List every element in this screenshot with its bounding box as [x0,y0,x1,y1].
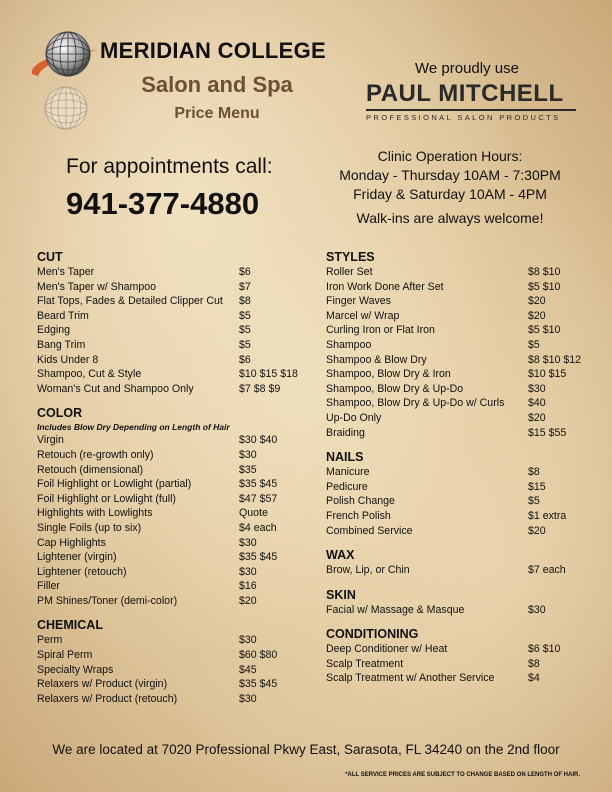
service-name: Facial w/ Massage & Masque [326,603,465,616]
service-row [326,563,596,578]
service-name: Woman's Cut and Shampoo Only [37,382,194,395]
globe-icon [28,22,108,134]
service-price: $1 extra [528,509,567,522]
service-price: $5 $10 [528,280,561,293]
service-row [37,692,312,707]
service-price: $15 [528,480,546,493]
service-row [326,367,596,382]
service-row [37,633,312,648]
service-name: Flat Tops, Fades & Detailed Clipper Cut [37,295,223,308]
service-name: Shampoo, Cut & Style [37,368,142,381]
service-row [37,579,312,594]
service-name: Relaxers w/ Product (retouch) [37,692,178,705]
section-title: WAX [326,548,355,563]
service-name: Shampoo [326,338,372,351]
service-name: Specialty Wraps [37,663,114,676]
service-price: $10 $15 $18 [239,368,298,381]
service-price: $30 [239,565,257,578]
item-list [326,642,596,686]
service-name: Spiral Perm [37,649,93,662]
phone-number: 941-377-4880 [66,186,260,221]
service-row [326,494,596,509]
service-name: Marcel w/ Wrap [326,309,400,322]
service-row [37,677,312,692]
service-row [326,465,596,480]
section-title: SKIN [326,587,356,602]
service-row [326,294,596,309]
service-row [37,323,312,338]
service-name: Scalp Treatment [326,657,404,670]
service-row [37,536,312,551]
service-row [37,294,312,309]
hours-title: Clinic Operation Hours: [377,148,523,164]
service-name: Perm [37,634,63,647]
service-price: $30 [239,634,257,647]
service-row [37,338,312,353]
service-row [37,663,312,678]
service-row [326,411,596,426]
service-row [37,594,312,609]
service-price: $30 [239,692,257,705]
service-price: $30 [528,603,546,616]
item-list [37,433,312,608]
salon-title: Salon and Spa [141,72,293,97]
service-row [326,480,596,495]
operation-hours [330,147,570,204]
service-row [37,433,312,448]
service-name: Shampoo & Blow Dry [326,353,427,366]
service-price: $8 [239,295,251,308]
item-list [326,465,596,538]
menu-column-right [326,250,596,696]
service-price: $5 [239,338,251,351]
service-name: Lightener (virgin) [37,551,117,564]
service-price: $30 [528,382,546,395]
service-row [326,426,596,441]
section-skin [326,588,596,618]
service-row [326,280,596,295]
service-name: Bang Trim [37,338,86,351]
hours-weekend: Friday & Saturday 10AM - 4PM [353,186,547,202]
service-price: $10 $15 [528,368,567,381]
service-name: Scalp Treatment w/ Another Service [326,672,495,685]
service-row [326,657,596,672]
service-price: $20 [528,411,546,424]
service-row [326,309,596,324]
item-list [326,265,596,440]
service-row [37,309,312,324]
service-price: $16 [239,580,257,593]
service-name: Lightener (retouch) [37,565,127,578]
brand-logo [366,80,576,122]
menu-column-left [37,250,312,716]
service-price: $7 $8 $9 [239,382,281,395]
service-price: $60 $80 [239,649,278,662]
service-name: Finger Waves [326,295,391,308]
service-row [326,382,596,397]
service-row [326,524,596,539]
section-title: CHEMICAL [37,618,103,633]
service-name: Iron Work Done After Set [326,280,444,293]
service-price: $45 [239,663,257,676]
item-list [37,633,312,706]
service-name: Relaxers w/ Product (virgin) [37,678,168,691]
section-color [37,406,312,608]
section-chemical [37,618,312,706]
service-name: Polish Change [326,495,395,508]
service-price: $5 [528,338,540,351]
section-title: COLOR [37,406,83,421]
service-row [326,338,596,353]
service-name: PM Shines/Toner (demi-color) [37,594,178,607]
section-cut [37,250,312,396]
service-row [37,353,312,368]
section-styles [326,250,596,440]
service-name: Highlights with Lowlights [37,507,153,520]
section-nails [326,450,596,538]
service-name: Pedicure [326,480,368,493]
service-row [37,367,312,382]
service-price: $5 [239,309,251,322]
college-logo [28,22,108,134]
proudly-use-text: We proudly use [415,60,519,77]
service-name: Shampoo, Blow Dry & Iron [326,368,451,381]
service-price: $5 $10 [528,324,561,337]
service-name: Foil Highlight or Lowlight (full) [37,492,176,505]
service-price: $8 $10 $12 [528,353,582,366]
service-row [37,648,312,663]
service-name: Edging [37,324,70,337]
service-name: Single Foils (up to six) [37,521,142,534]
college-name: MERIDIAN COLLEGE [100,38,327,63]
service-price: $8 [528,466,540,479]
item-list [326,563,596,578]
hours-weekday: Monday - Thursday 10AM - 7:30PM [339,167,561,183]
service-name: Curling Iron or Flat Iron [326,324,435,337]
service-row [326,353,596,368]
service-row [37,477,312,492]
section-title: CUT [37,250,63,264]
service-price: $20 [528,524,546,537]
section-conditioning [326,627,596,686]
service-row [37,463,312,478]
item-list [326,603,596,618]
service-price: $20 [528,295,546,308]
service-name: French Polish [326,509,391,522]
service-name: Beard Trim [37,309,89,322]
service-price: $4 [528,672,540,685]
service-row [37,382,312,397]
appointments-label: For appointments call: [66,155,273,178]
service-row [326,671,596,686]
service-row [37,506,312,521]
service-name: Shampoo, Blow Dry & Up-Do w/ Curls [326,397,505,410]
service-price: $7 each [528,564,566,577]
service-row [37,280,312,295]
service-row [37,550,312,565]
service-price: $35 $45 [239,551,278,564]
brand-subtitle: PROFESSIONAL SALON PRODUCTS [366,113,561,122]
service-name: Up-Do Only [326,411,382,424]
service-price: $5 [239,324,251,337]
service-price: $6 [239,266,251,278]
service-row [37,265,312,280]
service-price: Quote [239,507,268,520]
service-price: $30 [239,448,257,461]
service-name: Manicure [326,466,370,479]
service-name: Retouch (dimensional) [37,463,143,476]
service-price: $8 $10 [528,266,561,278]
section-title: STYLES [326,250,375,264]
service-row [326,396,596,411]
service-row [326,642,596,657]
walkins-text: Walk-ins are always welcome! [356,210,544,226]
service-price: $5 [528,495,540,508]
item-list [37,265,312,396]
service-row [326,323,596,338]
service-price: $8 [528,657,540,670]
section-title: CONDITIONING [326,627,419,642]
service-price: $30 $40 [239,434,278,447]
service-price: $47 $57 [239,492,278,505]
service-price: $7 [239,280,251,293]
service-price: $20 [528,309,546,322]
service-row [326,509,596,524]
service-name: Retouch (re-growth only) [37,448,154,461]
section-wax [326,548,596,578]
section-note: Includes Blow Dry Depending on Length of Hair [37,422,230,433]
service-row [37,492,312,507]
service-price: $6 [239,353,251,366]
service-name: Brow, Lip, or Chin [326,564,410,577]
service-row [37,448,312,463]
service-row [37,565,312,580]
service-row [326,265,596,280]
service-name: Braiding [326,426,365,439]
service-name: Virgin [37,434,64,447]
service-row [326,603,596,618]
service-name: Men's Taper w/ Shampoo [37,280,157,293]
service-price: $35 $45 [239,678,278,691]
section-title: NAILS [326,450,364,465]
service-price: $40 [528,397,546,410]
service-price: $4 each [239,521,277,534]
service-name: Kids Under 8 [37,353,99,366]
service-name: Roller Set [326,266,373,278]
service-price: $35 [239,463,257,476]
service-name: Foil Highlight or Lowlight (partial) [37,478,192,491]
price-disclaimer: *ALL SERVICE PRICES ARE SUBJECT TO CHANGE BASED ON LENGTH OF HAIR. [345,772,580,778]
brand-name: PAUL MITCHELL [366,80,576,111]
service-price: $15 $55 [528,426,567,439]
service-name: Deep Conditioner w/ Heat [326,643,448,656]
service-name: Shampoo, Blow Dry & Up-Do [326,382,464,395]
service-name: Combined Service [326,524,413,537]
location-address: We are located at 7020 Professional Pkwy East, Sarasota, FL 34240 on the 2nd floor [52,742,560,757]
service-price: $30 [239,536,257,549]
service-price: $35 $45 [239,478,278,491]
service-row [37,521,312,536]
service-name: Cap Highlights [37,536,106,549]
service-name: Men's Taper [37,266,95,278]
service-price: $6 $10 [528,643,561,656]
menu-title: Price Menu [174,105,260,122]
service-name: Filler [37,580,60,593]
service-price: $20 [239,594,257,607]
